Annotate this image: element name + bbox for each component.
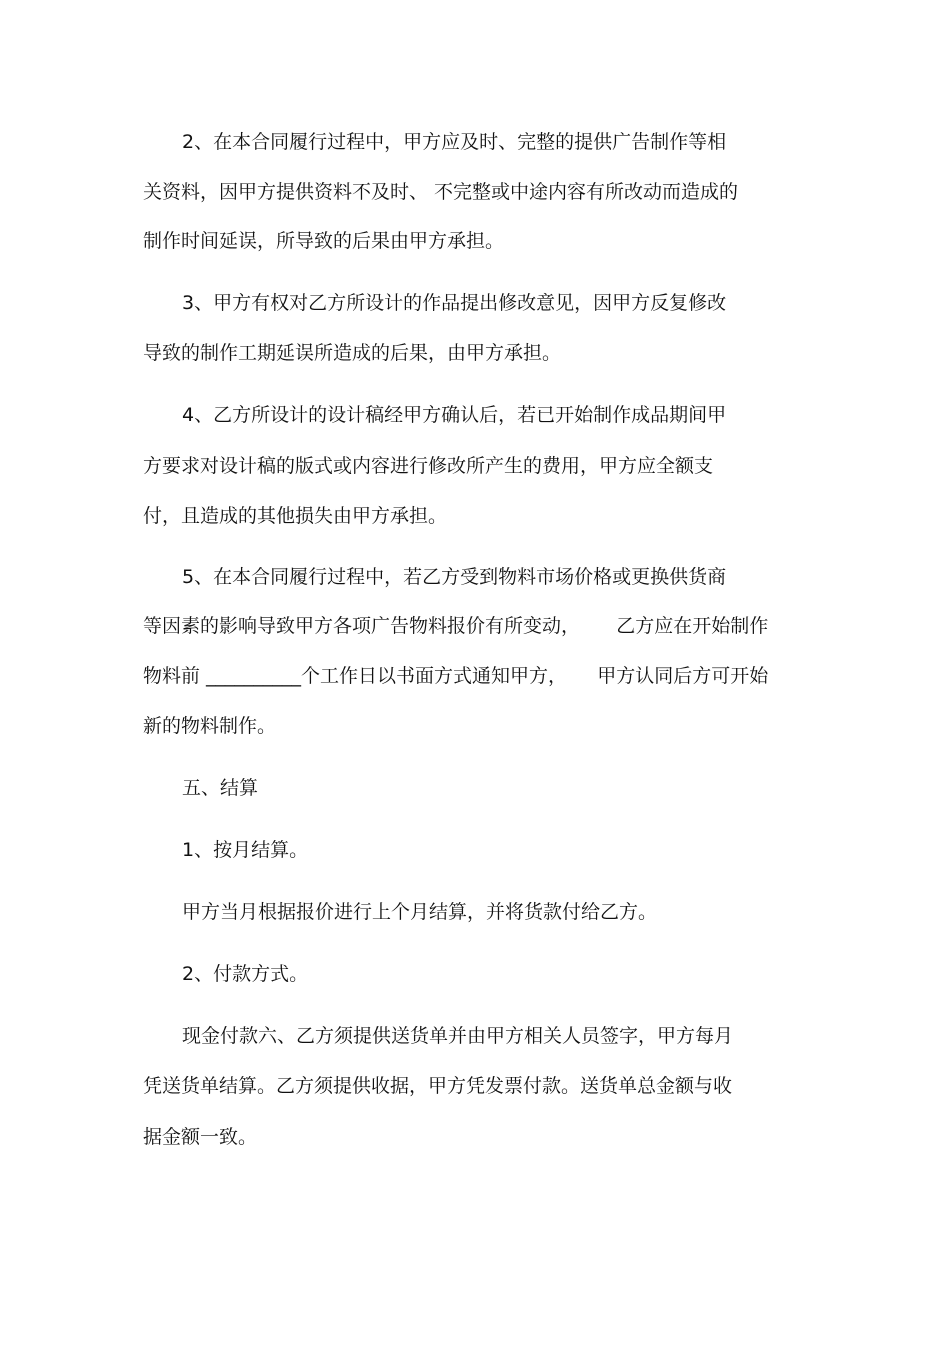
clause-2-line-3: 制作时间延误，所导致的后果由甲方承担。 — [143, 230, 505, 252]
clause-4-line-2: 方要求对设计稿的版式或内容进行修改所产生的费用，甲方应全额支 — [143, 455, 714, 477]
clause-5-line-3: 物料前 __________个工作日以书面方式通知甲方， 甲方认同后方可开始 — [143, 665, 769, 687]
clause-4-line-3: 付，且造成的其他损失由甲方承担。 — [143, 505, 448, 527]
settlement-item-1-detail: 甲方当月根据报价进行上个月结算，并将货款付给乙方。 — [182, 901, 658, 923]
section-6-line-1: 现金付款六、乙方须提供送货单并由甲方相关人员签字，甲方每月 — [182, 1025, 734, 1047]
clause-3-line-2: 导致的制作工期延误所造成的后果，由甲方承担。 — [143, 342, 562, 364]
clause-5-line-4: 新的物料制作。 — [143, 715, 277, 737]
clause-2-line-1: 2、在本合同履行过程中，甲方应及时、完整的提供广告制作等相 — [182, 131, 727, 153]
section-6-line-2: 凭送货单结算。乙方须提供收据，甲方凭发票付款。送货单总金额与收 — [143, 1075, 733, 1097]
settlement-item-2: 2、付款方式。 — [182, 963, 309, 985]
settlement-item-1: 1、按月结算。 — [182, 839, 309, 861]
clause-2-line-2: 关资料，因甲方提供资料不及时、 不完整或中途内容有所改动而造成的 — [143, 181, 739, 203]
clause-4-line-1: 4、乙方所设计的设计稿经甲方确认后，若已开始制作成品期间甲 — [182, 404, 727, 426]
section-5-heading: 五、结算 — [182, 777, 259, 799]
clause-5-line-1: 5、在本合同履行过程中，若乙方受到物料市场价格或更换供货商 — [182, 566, 727, 588]
section-6-line-3: 据金额一致。 — [143, 1126, 258, 1148]
clause-3-line-1: 3、甲方有权对乙方所设计的作品提出修改意见，因甲方反复修改 — [182, 292, 727, 314]
clause-5-line-2: 等因素的影响导致甲方各项广告物料报价有所变动， 乙方应在开始制作 — [143, 615, 769, 637]
